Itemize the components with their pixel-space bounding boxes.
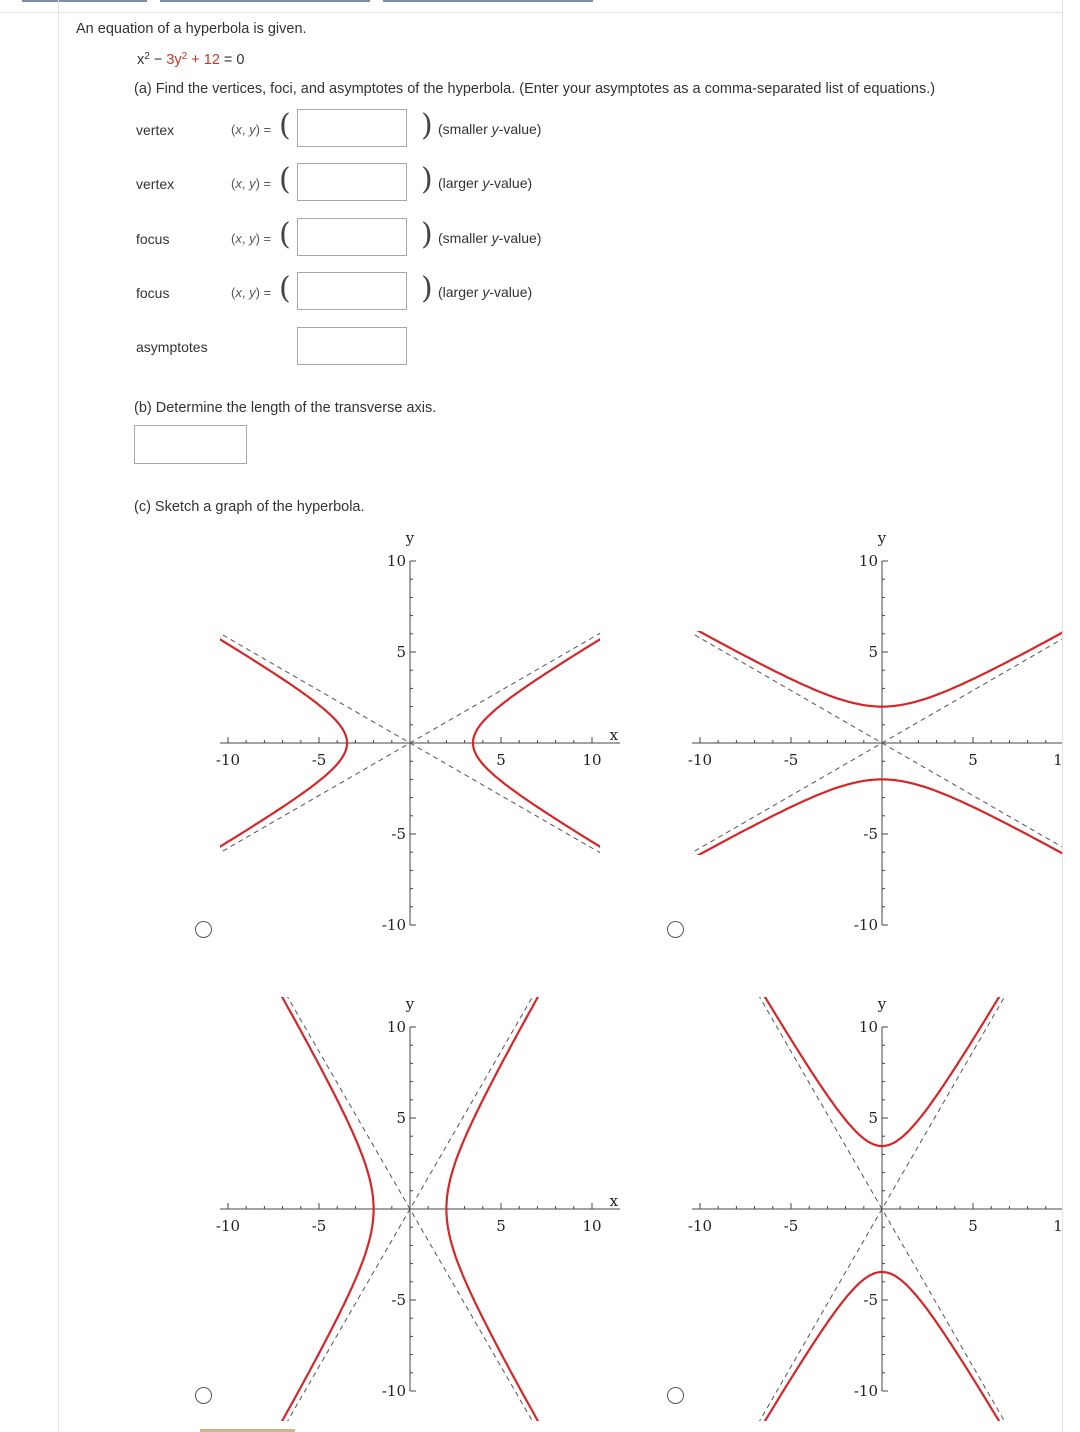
part-c-prompt: (c) Sketch a graph of the hyperbola. [134, 499, 365, 515]
xy-equals: = [259, 231, 272, 246]
x-tick-label: -10 [215, 1217, 241, 1235]
xy-y: y [249, 231, 256, 246]
y-axis-label: y [405, 995, 415, 1013]
tab-indicator [22, 0, 147, 2]
hint-post: -value) [498, 121, 542, 137]
xy-equals: = [259, 122, 272, 137]
vertex-label: vertex [136, 122, 175, 138]
vertex-smaller-y-input[interactable] [297, 109, 407, 147]
xy-y: y [249, 122, 256, 137]
eq-y-exponent: 2 [181, 51, 188, 62]
hint-pre: (larger [438, 175, 483, 191]
xy-equals-label: (x, y) = [231, 122, 272, 137]
y-tick-label: -5 [863, 1291, 878, 1309]
y-axis-label: y [877, 995, 887, 1013]
xy-x: x [235, 122, 242, 137]
x-tick-label: 1 [1053, 751, 1063, 769]
hint-var: y [491, 230, 499, 246]
hint-pre: (smaller [438, 230, 492, 246]
hint-var: y [491, 121, 499, 137]
eq-rhs: = 0 [219, 52, 245, 68]
xy-equals-label: (x, y) = [231, 176, 272, 191]
y-tick-label: 10 [858, 1018, 878, 1036]
close-paren: ) [421, 108, 433, 143]
eq-constant: + 12 [187, 52, 220, 68]
x-tick-label: -5 [783, 751, 799, 769]
eq-x-term: x [137, 52, 145, 68]
graph-option-2 [672, 520, 1062, 940]
part-b-prompt: (b) Determine the length of the transverse axis. [134, 400, 437, 416]
x-axis-label: x [609, 1192, 619, 1210]
focus-label: focus [136, 231, 170, 247]
part-a-prompt: (a) Find the vertices, foci, and asymptotes of the hyperbola. (Enter your asymptotes as a comma-separated list of equations.) [134, 81, 936, 97]
focus-smaller-y-input[interactable] [297, 218, 407, 256]
xy-equals-label: (x, y) = [231, 231, 272, 246]
y-tick-label: 5 [396, 1109, 406, 1127]
xy-x: x [235, 285, 242, 300]
graph-option-4-radio[interactable] [667, 1387, 684, 1404]
focus-larger-y-input[interactable] [297, 272, 407, 310]
x-tick-label: 10 [582, 751, 602, 769]
open-paren: ( [279, 108, 291, 143]
x-tick-label: 5 [496, 751, 506, 769]
hint-post: -value) [489, 284, 533, 300]
graph-option-3 [200, 986, 620, 1406]
y-axis-label: y [877, 529, 887, 547]
y-tick-label: -10 [853, 1382, 878, 1400]
x-tick-label: -10 [215, 751, 241, 769]
y-tick-label: 10 [858, 552, 878, 570]
open-paren: ( [279, 271, 291, 306]
y-tick-label: 5 [868, 1109, 878, 1127]
y-tick-label: -10 [381, 1382, 406, 1400]
close-paren: ) [421, 162, 433, 197]
x-tick-label: -5 [311, 1217, 327, 1235]
y-tick-label: 5 [868, 643, 878, 661]
y-axis-label: y [405, 529, 415, 547]
x-tick-label: 10 [582, 1217, 602, 1235]
x-tick-label: -10 [687, 1217, 713, 1235]
xy-y: y [249, 176, 256, 191]
y-tick-label: -5 [391, 1291, 406, 1309]
graph-option-4 [672, 986, 1062, 1406]
hint-smaller-y [438, 230, 541, 246]
hyperbola-equation [137, 51, 244, 68]
xy-equals-label: (x, y) = [231, 285, 272, 300]
close-paren: ) [421, 271, 433, 306]
open-paren: ( [279, 162, 291, 197]
graph-option-1 [200, 520, 620, 940]
graph-option-2-radio[interactable] [667, 921, 684, 938]
y-tick-label: -10 [381, 916, 406, 934]
frame-left-rule [58, 0, 59, 1432]
y-tick-label: 10 [386, 552, 406, 570]
hint-var: y [482, 284, 490, 300]
vertex-label: vertex [136, 176, 175, 192]
hint-pre: (smaller [438, 121, 492, 137]
open-paren: ( [279, 217, 291, 252]
hint-pre: (larger [438, 284, 483, 300]
y-tick-label: -5 [391, 825, 406, 843]
hint-post: -value) [489, 175, 533, 191]
hint-larger-y [438, 284, 532, 300]
graph-option-3-radio[interactable] [195, 1387, 212, 1404]
hint-post: -value) [498, 230, 542, 246]
y-tick-label: -10 [853, 916, 878, 934]
x-axis-label: x [609, 726, 619, 744]
eq-y-term: 3y [166, 52, 182, 68]
x-tick-label: 5 [968, 751, 978, 769]
xy-equals: = [259, 176, 272, 191]
x-tick-label: -10 [687, 751, 713, 769]
xy-x: x [235, 176, 242, 191]
asymptotes-input[interactable] [297, 327, 407, 365]
focus-label: focus [136, 285, 170, 301]
x-tick-label: 1 [1053, 1217, 1063, 1235]
hint-var: y [482, 175, 490, 191]
eq-minus: − [149, 52, 167, 68]
xy-equals: = [259, 285, 272, 300]
transverse-axis-input[interactable] [134, 425, 247, 464]
hint-smaller-y [438, 121, 541, 137]
x-tick-label: 5 [968, 1217, 978, 1235]
hint-larger-y [438, 175, 532, 191]
graph-option-1-radio[interactable] [195, 921, 212, 938]
x-tick-label: -5 [783, 1217, 799, 1235]
eq-x-exponent: 2 [144, 51, 150, 62]
xy-x: x [235, 231, 242, 246]
x-tick-label: 5 [496, 1217, 506, 1235]
tab-indicator [383, 0, 593, 2]
vertex-larger-y-input[interactable] [297, 163, 407, 201]
tab-indicator [160, 0, 370, 2]
problem-intro: An equation of a hyperbola is given. [76, 21, 307, 37]
y-tick-label: 5 [396, 643, 406, 661]
x-tick-label: -5 [311, 751, 327, 769]
frame-top-rule [0, 12, 1062, 13]
y-tick-label: 10 [386, 1018, 406, 1036]
asymptotes-label: asymptotes [136, 339, 208, 355]
y-tick-label: -5 [863, 825, 878, 843]
close-paren: ) [421, 217, 433, 252]
xy-y: y [249, 285, 256, 300]
